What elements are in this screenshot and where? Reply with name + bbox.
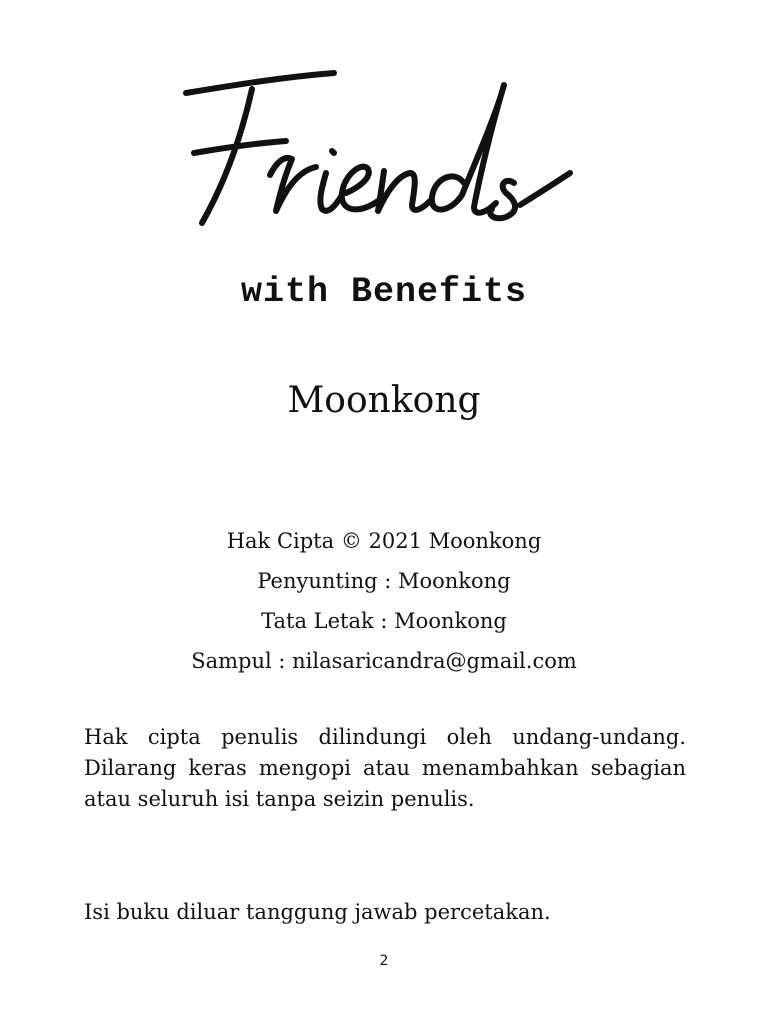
layout-line: Tata Letak : Moonkong <box>261 609 507 633</box>
copyright-notice: Hak cipta penulis dilindungi oleh undang-undang. Dilarang keras mengopi atau menambahkan sebagian atau seluruh isi tanpa seizin penulis. <box>84 725 686 811</box>
author-name: Moonkong <box>287 380 481 421</box>
book-title-script-lettering <box>174 55 594 245</box>
cover-line: Sampul : nilasaricandra@gmail.com <box>191 649 577 673</box>
copyright-line: Hak Cipta © 2021 Moonkong <box>226 529 542 553</box>
book-subtitle: with Benefits <box>240 272 528 312</box>
editor-line: Penyunting : Moonkong <box>257 569 511 593</box>
book-title <box>0 55 768 245</box>
page-number: 2 <box>379 953 389 969</box>
credits-block <box>0 521 768 681</box>
print-disclaimer: Isi buku diluar tanggung jawab percetakan. <box>84 900 551 924</box>
